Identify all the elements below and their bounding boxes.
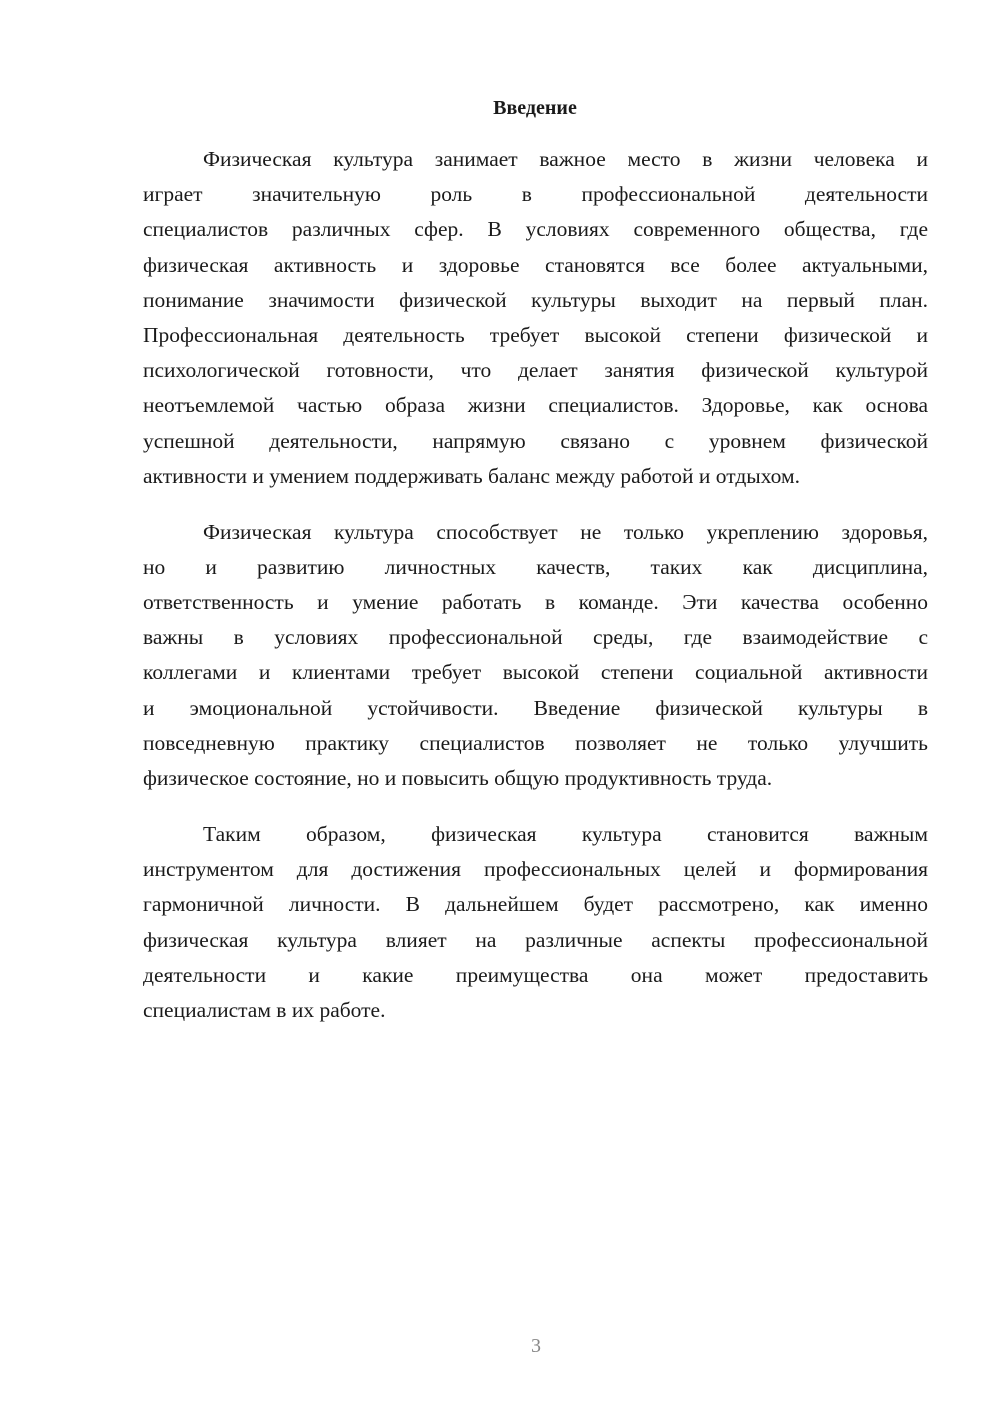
text-line: Таким образом, физическая культура становится важным: [203, 821, 928, 846]
text-line: Профессиональная деятельность требует высокой степени физической и: [143, 322, 928, 347]
text-line: физическая культура влияет на различные аспекты профессиональной: [143, 927, 928, 952]
text-line: деятельности и какие преимущества она может предоставить: [143, 962, 928, 987]
paragraph: [143, 515, 928, 797]
text-line: Физическая культура способствует не только укреплению здоровья,: [203, 519, 928, 544]
text-line: инструментом для достижения профессиональных целей и формирования: [143, 857, 928, 882]
page-number: 3: [531, 1335, 541, 1357]
text-line: и эмоциональной устойчивости. Введение физической культуры в: [143, 695, 928, 720]
text-line: успешной деятельности, напрямую связано с уровнем физической: [143, 428, 928, 453]
text-line: коллегами и клиентами требует высокой степени социальной активности: [143, 660, 928, 685]
text-line: активности и умением поддерживать баланс между работой и отдыхом.: [143, 463, 800, 488]
text-line: ответственность и умение работать в команде. Эти качества особенно: [143, 590, 928, 615]
text-line: физическое состояние, но и повысить общую продуктивность труда.: [143, 765, 773, 790]
text-line: играет значительную роль в профессиональной деятельности: [143, 182, 928, 207]
text-line: повседневную практику специалистов позволяет не только улучшить: [143, 730, 928, 755]
text-line: гармоничной личности. В дальнейшем будет рассмотрено, как именно: [143, 892, 928, 917]
text-line: важны в условиях профессиональной среды, где взаимодействие с: [143, 625, 928, 650]
text-line: психологической готовности, что делает занятия физической культурой: [143, 358, 928, 383]
text-line: специалистам в их работе.: [143, 997, 386, 1022]
text-line: неотъемлемой частью образа жизни специалистов. Здоровье, как основа: [143, 393, 928, 418]
text-line: но и развитию личностных качеств, таких как дисциплина,: [143, 554, 928, 579]
text-line: понимание значимости физической культуры выходит на первый план.: [143, 287, 928, 312]
page-title: Введение: [493, 97, 577, 119]
text-line: Физическая культура занимает важное место в жизни человека и: [203, 147, 928, 171]
text-line: физическая активность и здоровье становятся все более актуальными,: [143, 252, 928, 277]
paragraph: [143, 817, 928, 1028]
document-body: [143, 142, 928, 1049]
text-line: специалистов различных сфер. В условиях современного общества, где: [143, 217, 928, 242]
paragraph: [143, 142, 928, 494]
